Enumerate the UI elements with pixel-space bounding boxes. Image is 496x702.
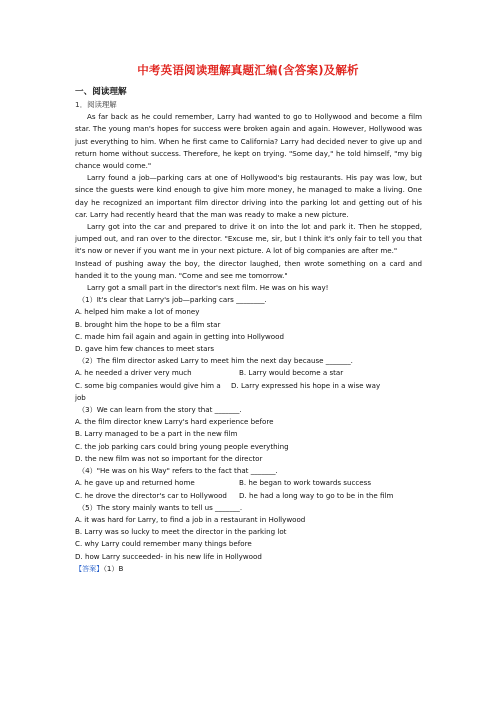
question-2-option-b: B. Larry would become a star (239, 368, 344, 378)
question-4-stem: （4）"He was on his Way" refers to the fact that _______. (78, 466, 278, 476)
question-2-option-a: A. he needed a driver very much (75, 368, 192, 378)
question-1-option-a: A. helped him make a lot of money (75, 307, 200, 317)
question-4-option-c: C. he drove the director's car to Hollywood (75, 490, 227, 500)
question-4-options-row-2 (75, 490, 422, 502)
passage-paragraph-4: Instead of pushing away the boy, the director laughed, then wrote something on a card and handed it to the young man. "Come and see me tomorrow." (75, 258, 422, 280)
question-2-option-d: D. Larry expressed his hope in a wise way (231, 380, 381, 390)
question-3-option-c: C. the job parking cars could bring young people everything (75, 441, 289, 451)
document-title: 中考英语阅读理解真题汇编(含答案)及解析 (137, 63, 359, 77)
passage-paragraph-2: Larry found a job—parking cars at one of Hollywood's big restaurants. His pay was low, but since the guests were kind enough to give him more money, he managed to make a living. One day he recognized an important film director driving into the parking lot and getting out of his car. Larry had recently heard that the man was ready to make a new picture. (75, 173, 422, 219)
question-1-stem: （1）It's clear that Larry's job—parking cars ________. (78, 295, 267, 305)
question-5-option-b: B. Larry was so lucky to meet the director in the parking lot (75, 527, 287, 537)
passage-paragraph-5: Larry got a small part in the director's next film. He was on his way! (87, 283, 329, 293)
question-4-option-b: B. he began to work towards success (239, 478, 372, 488)
document-body (75, 86, 422, 575)
question-3-option-a: A. the film director knew Larry's hard experience before (75, 417, 274, 427)
question-3-option-d: D. the new film was not so important for the director (75, 453, 263, 463)
question-5-option-a: A. it was hard for Larry, to find a job in a restaurant in Hollywood (75, 514, 306, 524)
question-2-stem: （2）The film director asked Larry to meet him the next day because _______. (78, 356, 353, 366)
answer-text: （1）B (103, 563, 124, 573)
question-3-option-b: B. Larry managed to be a part in the new film (75, 429, 238, 439)
question-4-options-row-1 (75, 477, 422, 489)
question-5-stem: （5）The story mainly wants to tell us _______. (78, 502, 243, 512)
passage-paragraph-3: Larry got into the car and prepared to drive it on into the lot and park it. Then he stopped, jumped out, and ran over to the director. "Excuse me, sir, but I think it's only fair to tell you that it's now or never if you want me in your next picture. A lot of big companies are after me." (75, 222, 422, 256)
question-2-options-row-1 (75, 367, 422, 379)
question-3-stem: （3）We can learn from the story that _______. (78, 405, 242, 415)
question-2-option-c: C. some big companies would give him a job (75, 380, 221, 402)
question-4-option-d: D. he had a long way to go to be in the film (239, 490, 394, 500)
answer-line (75, 563, 422, 575)
section-heading: 一、阅读理解 (75, 87, 127, 97)
question-1-option-b: B. brought him the hope to be a film star (75, 319, 221, 329)
item-label: 1．阅读理解 (75, 100, 117, 109)
question-2-options-row-2 (75, 380, 422, 404)
question-1-option-d: D. gave him few chances to meet stars (75, 344, 215, 354)
question-5-option-c: C. why Larry could remember many things before (75, 539, 252, 549)
question-4-option-a: A. he gave up and returned home (75, 478, 195, 488)
question-5-option-d: D. how Larry succeeded- in his new life in Hollywood (75, 551, 262, 561)
answer-label: 【答案】 (75, 563, 104, 573)
question-1-option-c: C. made him fail again and again in getting into Hollywood (75, 331, 284, 341)
passage-paragraph-1: As far back as he could remember, Larry had wanted to go to Hollywood and become a film star. The young man's hopes for success were broken again and again. However, Hollywood was just everything to him. When he first came to California? Larry had decided never to give up and return home without success. Therefore, he kept on trying. "Some day," he told himself, "my big chance would come." (75, 112, 422, 171)
